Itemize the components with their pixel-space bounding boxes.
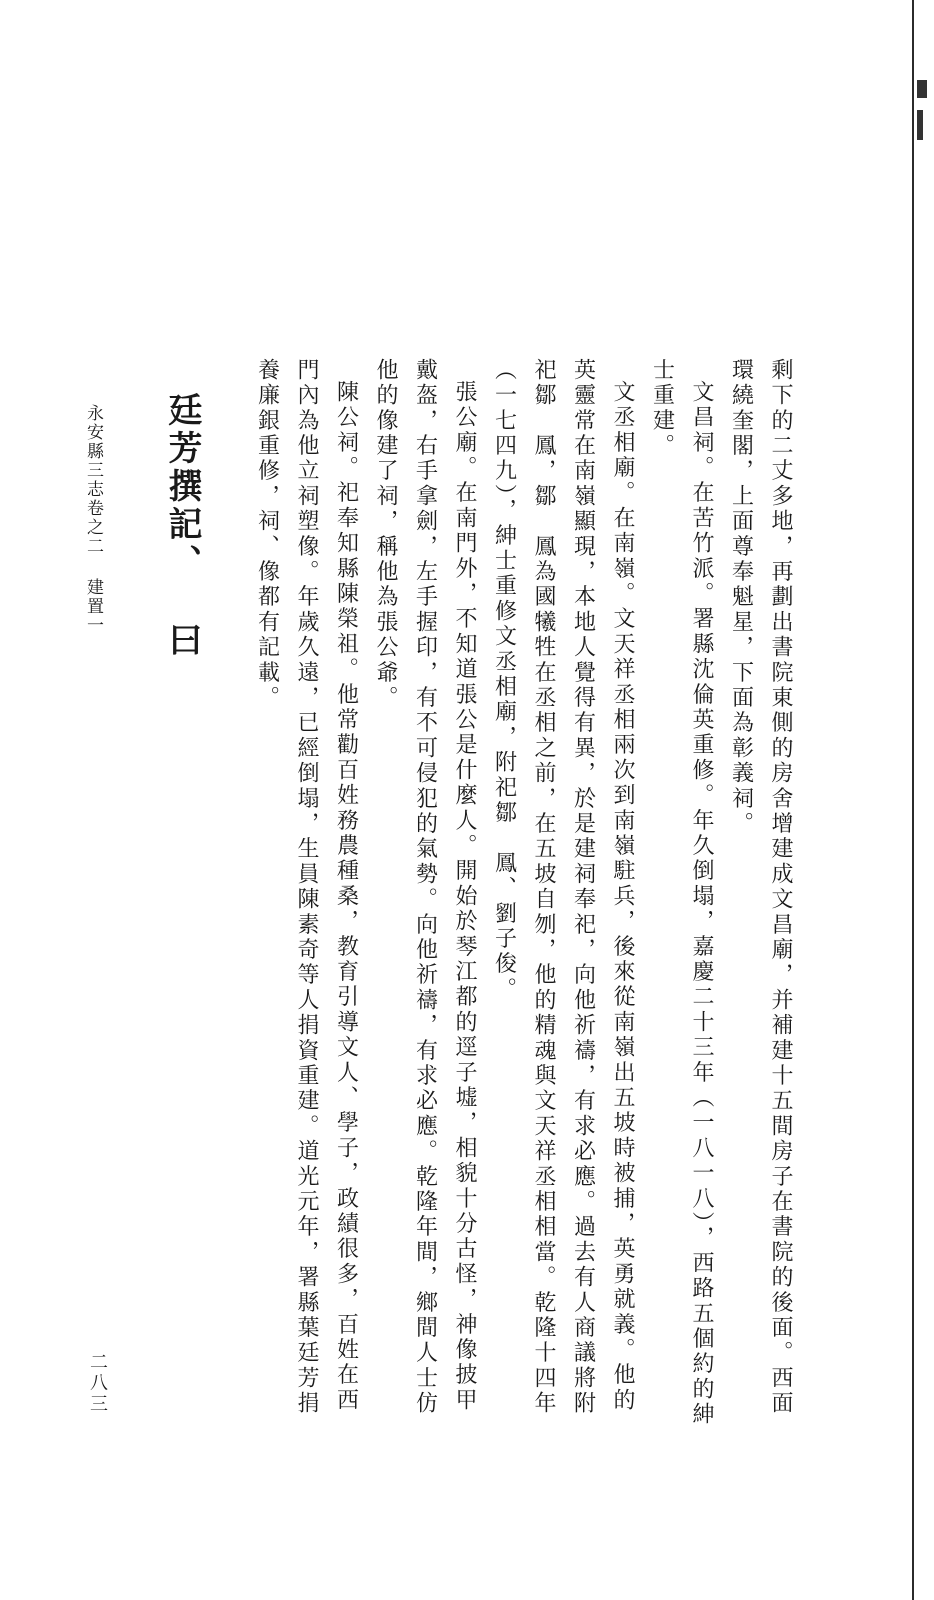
edge-artifact [917,110,923,140]
paragraph-wen-chengxiang-temple: 文丞相廟。在南嶺。文天祥丞相兩次到南嶺駐兵，後來從南嶺出五坡時被捕，英勇就義。他的英靈常在南嶺顯現，本地人覺得有異，於是建祠奉祀，向他祈禱，有求必應。過去有人商議將附祀鄒 鳳，鄒 鳳為國犧牲在丞相之前，在五坡自刎，他的精魂與文天祥丞相相當。乾隆十四年（一七四九），紳士重修文丞相廟，附祀鄒 鳳、劉子俊。 [491,358,635,1417]
paragraph-chen-gong-shrine: 陳公祠。祀奉知縣陳榮祖。他常勸百姓務農種桑，教育引導文人、學子，政績很多，百姓在西門內為他立祠塑像。年歲久遠，已經倒塌，生員陳素奇等人捐資重建。道光元年，署縣葉廷芳捐養廉銀重修，祠、像都有記載。 [254,358,359,1417]
author-says: 曰 [162,622,202,660]
author-name: 廷芳撰記、 [162,392,202,582]
paragraph-zhang-gong-temple: 張公廟。在南門外，不知道張公是什麼人。開始於琴江都的逕子墟，相貌十分古怪，神像披甲戴盔，右手拿劍，左手握印，有不可侵犯的氣勢。向他祈禱，有求必應。乾隆年間，鄉間人士仿他的像建了祠，稱他為張公爺。 [373,358,477,1417]
paragraph-wenchang-shrine: 文昌祠。在苦竹派。署縣沈倫英重修。年久倒塌，嘉慶二十三年（一八一八），西路五個約的紳士重建。 [649,358,714,1428]
section-title: 建置一 [83,578,103,635]
edge-artifact [917,80,927,98]
running-footer [80,404,106,635]
paragraph-continuation: 剩下的二丈多地，再劃出書院東側的房舍增建成文昌廟，并補建十五間房子在書院的後面。西面環繞奎閣，上面尊奉魁星，下面為彰義祠。 [728,358,793,1417]
author-heading [160,392,204,660]
page-edge-line [912,0,914,1600]
book-title: 永安縣三志卷之二 [83,404,103,556]
main-text-block [240,358,800,1438]
page-number: 二八三 [87,1352,108,1415]
